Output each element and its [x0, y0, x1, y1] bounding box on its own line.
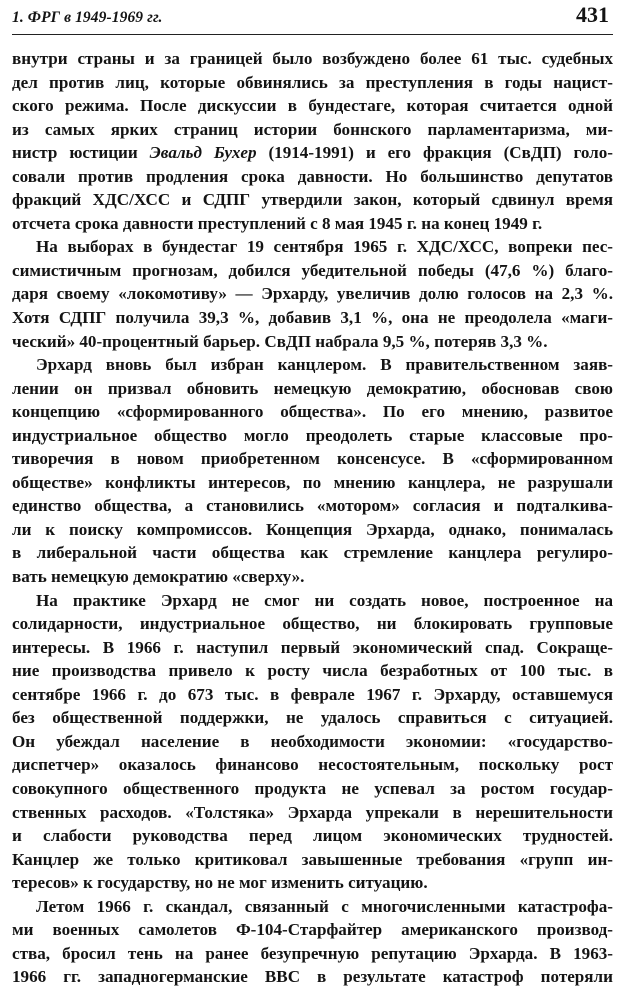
text-line: Эрхард вновь был избран канцлером. В правительственном заяв- — [36, 355, 613, 375]
text-line: даря своему «локомотиву» — Эрхарду, увеличив долю голосов на 2,3 %. — [12, 284, 613, 304]
text-line: единство общества, а становились «мотором» согласия и подталкива- — [12, 496, 613, 516]
text-line: Он убеждал население в необходимости экономии: «государство- — [12, 731, 613, 751]
text-line: 1966 гг. западногерманские ВВС в результате катастроф потеряли — [12, 967, 613, 987]
body-text — [12, 47, 613, 989]
text-line: тиворечия в новом приобретенном консенсусе. В «сформированном — [12, 449, 613, 469]
text-segment: (1914-1991) и его фракция (СвДП) голо- — [256, 143, 613, 163]
text-line: ми военных самолетов Ф-104-Старфайтер американского производ- — [12, 920, 613, 940]
text-line: обществе» конфликты интересов, по мнению канцлера, не разрушали — [12, 472, 613, 492]
text-line: из самых ярких страниц истории боннского парламентаризма, ми- — [12, 119, 613, 139]
text-line: ственных расходов. «Толстяка» Эрхарда упрекали в нерешительности — [12, 802, 613, 822]
text-line: совокупного общественного продукта не успевал за ростом государ- — [12, 778, 613, 798]
text-line: совали против продления срока давности. Но большинство депутатов — [12, 166, 613, 186]
page-number: 431 — [576, 2, 609, 27]
text-line: без общественной поддержки, не удалось справиться с ситуацией. — [12, 708, 613, 728]
text-line: и слабости руководства перед лицом экономических трудностей. — [12, 826, 613, 846]
text-line: На выборах в бундестаг 19 сентября 1965 г. ХДС/ХСС, вопреки пес- — [36, 237, 613, 257]
text-line: ского режима. После дискуссии в бундестаге, которая считается одной — [12, 96, 613, 116]
text-line: ческий» 40-процентный барьер. СвДП набрала 9,5 %, потеряв 3,3 %. — [12, 331, 548, 351]
text-line: Летом 1966 г. скандал, связанный с многочисленными катастрофа- — [36, 896, 613, 916]
text-line: отсчета срока давности преступлений с 8 мая 1945 г. на конец 1949 г. — [12, 213, 543, 233]
text-line: ние производства привело к росту числа безработных от 100 тыс. в — [12, 661, 613, 681]
text-line: индустриальное общество могло преодолеть старые классовые про- — [12, 425, 613, 445]
person-name: Эвальд Бухер — [149, 143, 257, 163]
text-line: сентябре 1966 г. до 673 тыс. в феврале 1967 г. Эрхарду, оставшемуся — [12, 684, 613, 704]
text-line: солидарности, индустриальное общество, ни блокировать групповые — [12, 614, 613, 634]
text-line: Канцлер же только критиковал завышенные требования «групп ин- — [12, 849, 613, 869]
text-line: дел против лиц, которые обвинялись за преступления в годы нацист- — [12, 72, 613, 92]
page-header — [12, 0, 613, 35]
text-line: ства, бросил тень на ранее безупречную репутацию Эрхарда. В 1963- — [12, 943, 613, 963]
text-line: в либеральной части общества как стремление канцлера регулиро- — [12, 543, 613, 563]
text-line: тересов» к государству, но не мог изменить ситуацию. — [12, 873, 428, 893]
text-line: диспетчер» оказалось финансово несостоятельным, поскольку рост — [12, 755, 613, 775]
text-line: концепцию «сформированного общества». По его мнению, развитое — [12, 402, 613, 422]
running-head: 1. ФРГ в 1949-1969 гг. — [12, 9, 163, 26]
text-line: интересы. В 1966 г. наступил первый экономический спад. Сокраще- — [12, 637, 613, 657]
text-line: На практике Эрхард не смог ни создать новое, построенное на — [36, 590, 613, 610]
text-segment: нистр юстиции — [12, 143, 150, 163]
text-line: внутри страны и за границей было возбуждено более 61 тыс. судебных — [12, 49, 613, 68]
text-line: Хотя СДПГ получила 39,3 %, добавив 3,1 %, она не преодолела «маги- — [12, 308, 613, 328]
text-line: лении он призвал обновить немецкую демократию, обосновав свою — [12, 378, 613, 398]
text-line — [12, 141, 613, 165]
text-line: симистичным прогнозам, добился убедительной победы (47,6 %) благо- — [12, 260, 613, 280]
text-line: ли к поиску компромиссов. Концепция Эрхарда, однако, понималась — [12, 519, 613, 539]
text-line: вать немецкую демократию «сверху». — [12, 567, 305, 587]
text-line: фракций ХДС/ХСС и СДПГ утвердили закон, который сдвинул время — [12, 190, 613, 210]
